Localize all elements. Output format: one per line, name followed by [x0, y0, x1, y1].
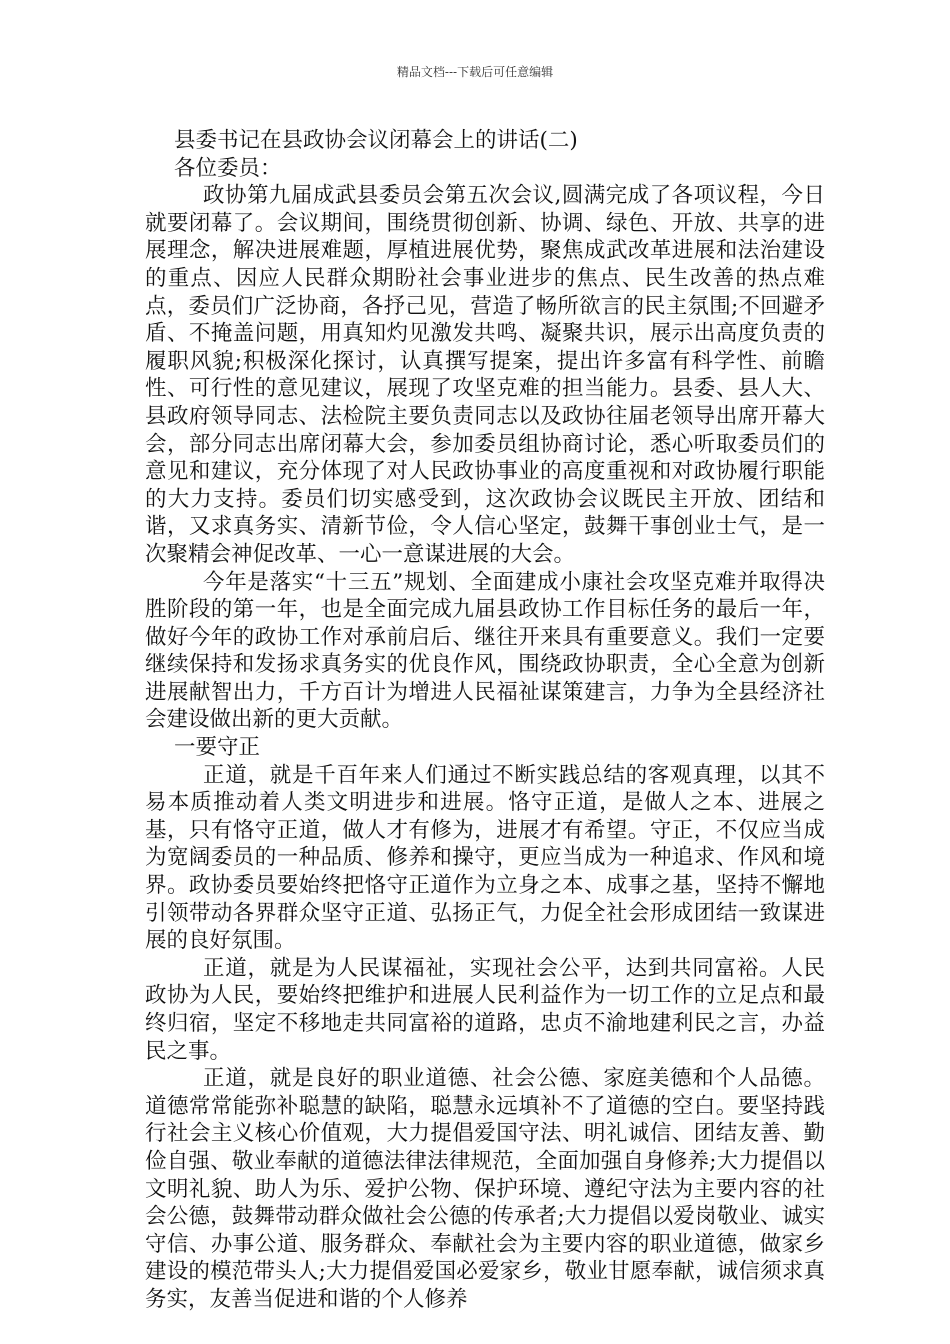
paragraph-2: 今年是落实“十三五”规划、全面建成小康社会攻坚克难并取得决胜阶段的第一年，也是全面完成九届县政协工作目标任务的最后一年，做好今年的政协工作对承前启后、继往开来具有重要意义。我们一定要继续保持和发扬求真务实的优良作风，围绕政协职责，全心全意为创新进展献智出力，千方百计为增进人民福祉谋策建言，力争为全县经济社会建设做出新的更大贡献。	[145, 569, 825, 733]
document-body	[145, 127, 825, 1314]
section-heading: 一要守正	[174, 735, 261, 761]
paragraph-3: 正道，就是千百年来人们通过不断实践总结的客观真理，以其不易本质推动着人类文明进步和进展。恪守正道，是做人之本、进展之基，只有恪守正道，做人才有修为，进展才有希望。守正，不仅应当成为宽阔委员的一种品质、修养和操守，更应当成为一种追求、作风和境界。政协委员要始终把恪守正道作为立身之本、成事之基，坚持不懈地引领带动各界群众坚守正道、弘扬正气，力促全社会形成团结一致谋进展的良好氛围。	[145, 762, 825, 954]
paragraph-4: 正道，就是为人民谋福祉，实现社会公平，达到共同富裕。人民政协为人民，要始终把维护和进展人民利益作为一切工作的立足点和最终归宿，坚定不移地走共同富裕的道路，忠贞不渝地建利民之言，办益民之事。	[145, 955, 825, 1064]
paragraph-1: 政协第九届成武县委员会第五次会议,圆满完成了各项议程，今日就要闭幕了。会议期间，围绕贯彻创新、协调、绿色、开放、共享的进展理念，解决进展难题，厚植进展优势，聚焦成武改革进展和法治建设的重点、因应人民群众期盼社会事业进步的焦点、民生改善的热点难点，委员们广泛协商，各抒己见，营造了畅所欲言的民主氛围;不回避矛盾、不掩盖问题，用真知灼见激发共鸣、凝聚共识，展示出高度负责的履职风貌;积极深化探讨，认真撰写提案，提出许多富有科学性、前瞻性、可行性的意见建议，展现了攻坚克难的担当能力。县委、县人大、县政府领导同志、法检院主要负责同志以及政协往届老领导出席开幕大会，部分同志出席闭幕大会，参加委员组协商讨论，悉心听取委员们的意见和建议，充分体现了对人民政协事业的高度重视和对政协履行职能的大力支持。委员们切实感受到，这次政协会议既民主开放、团结和谐，又求真务实、清新节俭，令人信心坚定，鼓舞干事创业士气，是一次聚精会神促改革、一心一意谋进展的大会。	[145, 183, 825, 567]
paragraph-5: 正道，就是良好的职业道德、社会公德、家庭美德和个人品德。道德常常能弥补聪慧的缺陷，聪慧永远填补不了道德的空白。要坚持践行社会主义核心价值观，大力提倡爱国守法、明礼诚信、团结友善、勤俭自强、敬业奉献的道德法律法律规范，全面加强自身修养;大力提倡以文明礼貌、助人为乐、爱护公物、保护环境、遵纪守法为主要内容的社会公德，鼓舞带动群众做社会公德的传承者;大力提倡以爱岗敬业、诚实守信、办事公道、服务群众、奉献社会为主要内容的职业道德，做家乡建设的模范带头人;大力提倡爱国必爱家乡，敬业甘愿奉献，诚信须求真务实，友善当促进和谐的个人修养	[145, 1066, 825, 1312]
document-title: 县委书记在县政协会议闭幕会上的讲话(二)	[174, 128, 578, 153]
salutation: 各位委员：	[174, 155, 282, 181]
page-header-watermark: 精品文档---下载后可任意编辑	[396, 65, 554, 79]
